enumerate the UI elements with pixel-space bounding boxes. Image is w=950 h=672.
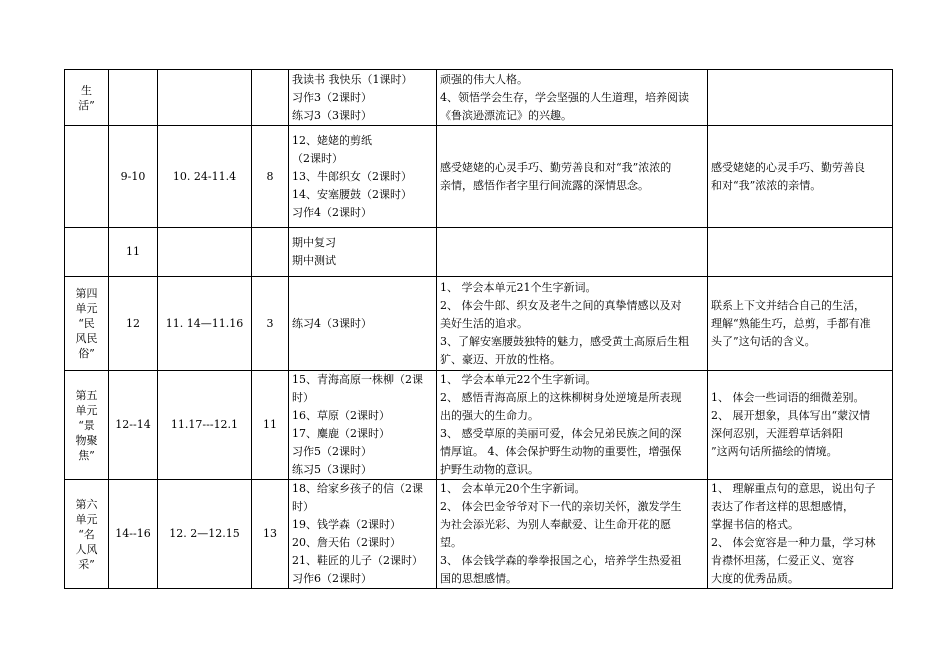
- lessons-cell-line: 21、鞋匠的儿子（2课时）: [292, 554, 423, 567]
- weeks-cell: 11: [109, 228, 158, 277]
- goals-cell: [437, 228, 708, 277]
- lessons-cell-line: 期中测试: [292, 254, 336, 267]
- unit-cell-line: 活”: [78, 98, 95, 112]
- unit-cell-line: 第六: [75, 497, 98, 511]
- lessons-cell-line: 12、姥姥的剪纸: [292, 133, 372, 147]
- table-row: [65, 480, 893, 589]
- goals-cell: [437, 277, 708, 371]
- goals-cell-line: 望。: [440, 536, 462, 549]
- hours-cell: 8: [252, 126, 289, 228]
- key-points-cell-line: 掌握书信的格式。: [711, 518, 799, 531]
- unit-cell-line: 第五: [75, 388, 98, 402]
- lessons-cell-line: 时）: [292, 391, 314, 404]
- lessons-cell: [289, 126, 437, 228]
- key-points-cell: [708, 228, 893, 277]
- goals-cell: [437, 371, 708, 480]
- key-points-cell: [708, 480, 893, 589]
- lessons-cell: [289, 70, 437, 126]
- unit-cell-line: 物聚: [75, 433, 98, 447]
- lessons-cell-line: 17、麋鹿（2课时）: [292, 427, 390, 440]
- hours-cell: [252, 228, 289, 277]
- lessons-cell-line: 练习4（3课时）: [292, 316, 372, 330]
- goals-cell-line: 4、领悟学会生存，学会坚强的人生道理，培养阅读: [440, 90, 689, 104]
- goals-cell-line: 顽强的伟大人格。: [440, 72, 528, 86]
- goals-cell-line: 情厚谊。 4、体会保护野生动物的重要性，增强保: [440, 445, 682, 458]
- key-points-cell: [708, 70, 893, 126]
- goals-cell-line: 为社会添光彩、为别人奉献爱、让生命开花的愿: [440, 518, 671, 531]
- key-points-cell: [708, 277, 893, 371]
- goals-cell-line: 3、 体会钱学森的拳拳报国之心，培养学生热爱祖: [440, 554, 682, 567]
- goals-cell-line: 犷、豪迈、开放的性格。: [440, 352, 561, 366]
- table-row: [65, 371, 893, 480]
- lessons-cell-line: 20、詹天佑（2课时）: [292, 536, 401, 549]
- dates-cell: 12. 2—12.15: [158, 480, 252, 589]
- unit-cell: [65, 126, 109, 228]
- key-points-cell-line: 和对“我”浓浓的亲情。: [711, 178, 822, 192]
- weeks-cell: 14--16: [109, 480, 158, 589]
- goals-cell: [437, 480, 708, 589]
- goals-cell-line: 出的强大的生命力。: [440, 409, 539, 422]
- lessons-cell-line: （2课时）: [292, 151, 343, 165]
- lessons-cell-line: 我读书 我快乐（1课时）: [292, 72, 413, 86]
- unit-cell: [65, 277, 109, 371]
- lessons-cell-line: 习作4（2课时）: [292, 205, 372, 219]
- goals-cell: [437, 126, 708, 228]
- hours-cell: 13: [252, 480, 289, 589]
- key-points-cell-line: 联系上下文并结合自己的生活，: [711, 298, 865, 312]
- key-points-cell-line: ”这两句话所描绘的情境。: [711, 445, 838, 458]
- unit-cell-line: “名: [78, 527, 95, 541]
- key-points-cell-line: 1、 体会一些词语的细微差别。: [711, 391, 865, 404]
- lessons-cell-line: 18、给家乡孩子的信（2课: [292, 482, 423, 495]
- lessons-cell-line: 15、青海高原一株柳（2课: [292, 373, 423, 386]
- key-points-cell: [708, 126, 893, 228]
- goals-cell-line: 2、 感悟青海高原上的这株柳树身处逆境是所表现: [440, 391, 682, 404]
- unit-cell-line: 第四: [75, 287, 98, 300]
- goals-cell-line: 1、 学会本单元22个生字新词。: [440, 373, 597, 386]
- table-row: [65, 126, 893, 228]
- lessons-cell-line: 习作5（2课时）: [292, 445, 372, 458]
- key-points-cell-line: 深何忍别，天涯碧草话斜阳: [711, 427, 843, 440]
- key-points-cell-line: 表达了作者这样的思想感情，: [711, 500, 854, 513]
- unit-cell-line: 单元: [75, 403, 98, 417]
- goals-cell-line: 美好生活的追求。: [440, 316, 528, 330]
- dates-cell: [158, 228, 252, 277]
- goals-cell-line: 护野生动物的意识。: [440, 463, 539, 476]
- goals-cell-line: 3、了解安塞腰鼓独特的魅力，感受黄土高原后生粗: [440, 334, 689, 348]
- key-points-cell-line: 1、 理解重点句的意思，说出句子: [711, 482, 876, 495]
- goals-cell-line: 3、 感受草原的美丽可爱，体会兄弟民族之间的深: [440, 427, 682, 440]
- unit-cell-line: “民: [78, 317, 95, 330]
- lessons-cell-line: 13、牛郎织女（2课时）: [292, 169, 412, 183]
- unit-cell: [65, 371, 109, 480]
- goals-cell-line: 1、 学会本单元21个生字新词。: [440, 280, 597, 294]
- hours-cell: [252, 70, 289, 126]
- unit-cell-line: 生: [81, 83, 92, 97]
- unit-cell-line: 焦”: [78, 448, 95, 462]
- goals-cell-line: 国的思想感情。: [440, 572, 517, 585]
- goals-cell-line: 2、 体会巴金爷爷对下一代的亲切关怀，激发学生: [440, 500, 682, 513]
- key-points-cell-line: 感受姥姥的心灵手巧、勤劳善良: [711, 160, 865, 174]
- key-points-cell-line: 头了”这句话的含义。: [711, 334, 816, 348]
- teaching-plan-table: [64, 69, 893, 589]
- goals-cell-line: 感受姥姥的心灵手巧、勤劳善良和对“我”浓浓的: [440, 160, 672, 174]
- key-points-cell-line: 大度的优秀品质。: [711, 572, 799, 585]
- weeks-cell: [109, 70, 158, 126]
- unit-cell-line: 人风: [75, 542, 98, 556]
- weeks-cell: 12: [109, 277, 158, 371]
- lessons-cell-line: 14、安塞腰鼓（2课时）: [292, 187, 412, 201]
- unit-cell-line: 单元: [75, 512, 98, 526]
- lessons-cell-line: 19、钱学森（2课时）: [292, 518, 401, 531]
- weeks-cell: 12--14: [109, 371, 158, 480]
- lessons-cell-line: 练习5（3课时）: [292, 463, 372, 476]
- lessons-cell-line: 练习3（3课时）: [292, 108, 372, 122]
- lessons-cell: [289, 480, 437, 589]
- table-row: [65, 70, 893, 126]
- goals-cell-line: 2、 体会牛郎、织女及老牛之间的真挚情感以及对: [440, 298, 682, 312]
- goals-cell: [437, 70, 708, 126]
- goals-cell-line: 《鲁滨逊漂流记》的兴趣。: [440, 108, 572, 122]
- dates-cell: 11.17---12.1: [158, 371, 252, 480]
- unit-cell: [65, 70, 109, 126]
- key-points-cell-line: 2、 展开想象，具体写出“蒙汉情: [711, 409, 871, 422]
- hours-cell: 11: [252, 371, 289, 480]
- key-points-cell: [708, 371, 893, 480]
- dates-cell: 11. 14—11.16: [158, 277, 252, 371]
- lessons-cell: [289, 277, 437, 371]
- lessons-cell: [289, 371, 437, 480]
- weeks-cell: 9-10: [109, 126, 158, 228]
- unit-cell-line: 俗”: [78, 347, 95, 360]
- lessons-cell-line: 习作6（2课时）: [292, 572, 372, 585]
- unit-cell-line: 单元: [75, 302, 98, 315]
- lessons-cell: [289, 228, 437, 277]
- table-row: [65, 277, 893, 371]
- key-points-cell-line: 肯襟怀坦荡，仁爱正义、宽容: [711, 554, 854, 567]
- key-points-cell-line: 理解“熟能生巧，总剪，手都有准: [711, 316, 871, 330]
- unit-cell-line: 采”: [78, 557, 95, 571]
- hours-cell: 3: [252, 277, 289, 371]
- lessons-cell-line: 习作3（2课时）: [292, 90, 372, 104]
- table-row: [65, 228, 893, 277]
- lessons-cell-line: 期中复习: [292, 236, 336, 249]
- key-points-cell-line: 2、 体会宽容是一种力量，学习林: [711, 536, 876, 549]
- goals-cell-line: 亲情，感悟作者字里行间流露的深情思念。: [440, 178, 649, 192]
- unit-cell-line: 风民: [75, 332, 98, 345]
- unit-cell: [65, 480, 109, 589]
- lessons-cell-line: 16、草原（2课时）: [292, 409, 390, 422]
- unit-cell: [65, 228, 109, 277]
- unit-cell-line: “景: [78, 418, 95, 432]
- dates-cell: 10. 24-11.4: [158, 126, 252, 228]
- dates-cell: [158, 70, 252, 126]
- lessons-cell-line: 时）: [292, 500, 314, 513]
- goals-cell-line: 1、 会本单元20个生字新词。: [440, 482, 586, 495]
